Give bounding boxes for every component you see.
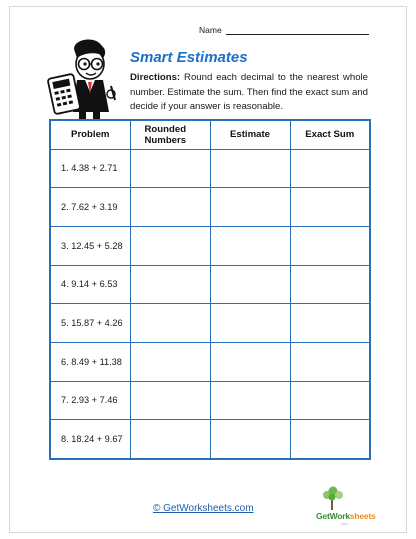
estimate-answer-cell[interactable]	[210, 381, 290, 420]
table-header-row	[50, 120, 370, 149]
problem-cell: 4. 9.14 + 6.53	[50, 265, 130, 304]
rounded-answer-cell[interactable]	[130, 381, 210, 420]
rounded-answer-cell[interactable]	[130, 226, 210, 265]
rounded-answer-cell[interactable]	[130, 149, 210, 188]
estimate-answer-cell[interactable]	[210, 304, 290, 343]
header-rounded-numbers: Rounded Numbers	[130, 120, 210, 149]
exact-sum-answer-cell[interactable]	[290, 304, 370, 343]
problem-cell: 3. 12.45 + 5.28	[50, 226, 130, 265]
estimate-answer-cell[interactable]	[210, 342, 290, 381]
header-estimate: Estimate	[210, 120, 290, 149]
table-row	[50, 381, 370, 420]
directions-text: Round each decimal to the nearest whole number. Estimate the sum. Then find the exact sum and decide if your answer is reasonable.	[130, 72, 368, 112]
getworksheets-link[interactable]: © GetWorksheets.com	[153, 503, 254, 514]
table-row	[50, 226, 370, 265]
logo-wordmark	[316, 511, 376, 521]
estimate-answer-cell[interactable]	[210, 226, 290, 265]
estimate-answer-cell[interactable]	[210, 265, 290, 304]
name-field[interactable]	[199, 19, 369, 35]
estimate-answer-cell[interactable]	[210, 149, 290, 188]
problem-cell: 6. 8.49 + 11.38	[50, 342, 130, 381]
table-row	[50, 342, 370, 381]
table-row	[50, 188, 370, 227]
rounded-answer-cell[interactable]	[130, 188, 210, 227]
exact-sum-answer-cell[interactable]	[290, 381, 370, 420]
name-underline	[226, 26, 369, 35]
rounded-answer-cell[interactable]	[130, 420, 210, 459]
table-row	[50, 265, 370, 304]
header-problem: Problem	[50, 120, 130, 149]
header-exact-sum: Exact Sum	[290, 120, 370, 149]
problem-cell: 7. 2.93 + 7.46	[50, 381, 130, 420]
exact-sum-answer-cell[interactable]	[290, 420, 370, 459]
directions-paragraph	[130, 71, 368, 115]
table-row	[50, 420, 370, 459]
logo-wordmark-b: sheets	[349, 511, 376, 521]
exact-sum-answer-cell[interactable]	[290, 149, 370, 188]
worksheet-table	[49, 119, 371, 460]
problem-cell: 8. 18.24 + 9.67	[50, 420, 130, 459]
problem-cell: 2. 7.62 + 3.19	[50, 188, 130, 227]
exact-sum-answer-cell[interactable]	[290, 188, 370, 227]
estimate-answer-cell[interactable]	[210, 420, 290, 459]
rounded-answer-cell[interactable]	[130, 265, 210, 304]
rounded-answer-cell[interactable]	[130, 304, 210, 343]
problem-cell: 5. 15.87 + 4.26	[50, 304, 130, 343]
problem-cell: 1. 4.38 + 2.71	[50, 149, 130, 188]
exact-sum-answer-cell[interactable]	[290, 265, 370, 304]
directions-label: Directions:	[130, 72, 181, 83]
table-row	[50, 149, 370, 188]
name-label: Name	[199, 25, 222, 35]
worksheet-title: Smart Estimates	[130, 49, 248, 66]
rounded-answer-cell[interactable]	[130, 342, 210, 381]
mascot-calculator-illustration	[47, 36, 127, 124]
logo-domain: .com	[341, 522, 348, 526]
estimate-answer-cell[interactable]	[210, 188, 290, 227]
exact-sum-answer-cell[interactable]	[290, 342, 370, 381]
exact-sum-answer-cell[interactable]	[290, 226, 370, 265]
table-row	[50, 304, 370, 343]
logo-wordmark-a: GetWork	[316, 511, 350, 521]
